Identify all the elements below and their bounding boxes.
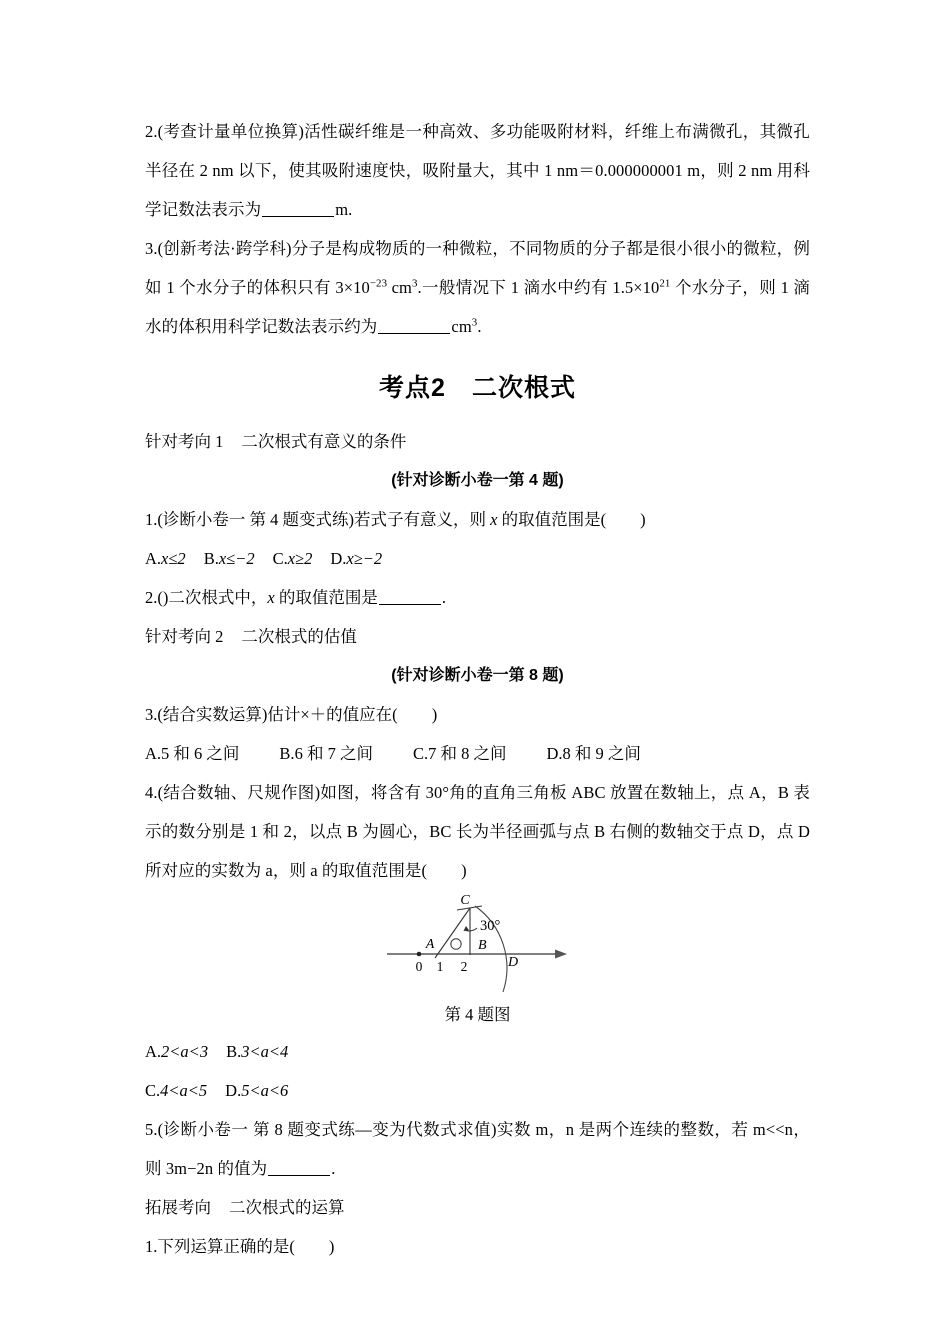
question-3-exponent-3: 21 bbox=[659, 277, 671, 290]
question-3-unit-tail: . bbox=[477, 317, 482, 336]
question-2-body: 活性碳纤维是一种高效、多功能吸附材料，纤维上布满微孔，其微孔半径在 2 nm 以下，使其吸附速度快，吸附量大，其中 1 nm＝0.000000001 m，则 2 nm 用科学记数法表示为 bbox=[145, 122, 811, 219]
question-2 bbox=[145, 112, 810, 229]
option-a-text: 5 和 6 之间 bbox=[161, 744, 240, 763]
s1-question-2-body: 二次根式中， bbox=[168, 588, 268, 607]
s1-question-1-tag: (诊断小卷一 第 4 题变式练) bbox=[157, 510, 354, 529]
number-line-arrow-icon bbox=[555, 950, 567, 959]
s1-question-1-number: 1. bbox=[145, 510, 158, 529]
section-heading-title: 二次根式 bbox=[471, 374, 576, 402]
option-a-letter: A. bbox=[145, 1042, 162, 1061]
question-3-body-a: 分子是构成物质的一种微粒，不同物质的分子都是很小很小的微粒，例如 1 个水分子的体积只有 3×10 bbox=[145, 239, 810, 297]
label-c: C bbox=[460, 893, 470, 908]
option-d[interactable] bbox=[225, 1081, 288, 1100]
label-a: A bbox=[425, 937, 435, 952]
question-3-exponent-1: −23 bbox=[369, 277, 388, 290]
s1-question-2-tail: . bbox=[441, 588, 446, 607]
s3-question-1-number: 1. bbox=[145, 1237, 158, 1256]
question-3-tag: (创新考法·跨学科) bbox=[157, 239, 292, 258]
section-heading bbox=[145, 368, 810, 408]
question-3 bbox=[145, 229, 810, 346]
orientation-1-title: 二次根式有意义的条件 bbox=[241, 432, 407, 451]
orientation-1-prefix: 针对考向 1 bbox=[145, 432, 224, 451]
option-a-letter: A. bbox=[145, 549, 162, 568]
s2-question-4: 4.(结合数轴、尺规作图)如图，将含有 30°角的直角三角板 ABC 放置在数轴上，点 A，B 表示的数分别是 1 和 2，以点 B 为圆心，BC 长为半径画弧与点 B 右侧的数轴交于点 D，点 D 所对应的实数为 a，则 a 的取值范围是( ) bbox=[145, 783, 811, 880]
tick-label-1: 1 bbox=[436, 959, 444, 974]
option-d-text: 5<a<6 bbox=[241, 1081, 289, 1100]
s1-question-2-variable: x bbox=[267, 588, 275, 607]
s2-question-4-tag: (结合数轴、尺规作图) bbox=[157, 783, 321, 802]
option-d-letter: D. bbox=[225, 1081, 242, 1100]
option-d-letter: D. bbox=[330, 549, 347, 568]
s1-question-1: 1.(诊断小卷一 第 4 题变式练)若式子有意义，则 x 的取值范围是( ) bbox=[145, 510, 646, 529]
s2-question-5-tail: . bbox=[331, 1159, 336, 1178]
option-a-letter: A. bbox=[145, 744, 162, 763]
option-c-letter: C. bbox=[412, 744, 429, 763]
option-b[interactable] bbox=[204, 549, 255, 568]
s2-question-5 bbox=[145, 1110, 810, 1188]
s2-question-5-number: 5. bbox=[145, 1120, 158, 1139]
s2-question-4-options-row-1 bbox=[145, 1032, 810, 1071]
tick-label-2: 2 bbox=[460, 959, 468, 974]
question-3-unit-exponent: 3 bbox=[471, 316, 478, 329]
question-2-blank[interactable] bbox=[262, 201, 334, 217]
s1-question-2-number: 2. bbox=[145, 588, 158, 607]
label-d: D bbox=[508, 955, 519, 970]
s2-question-4-number: 4. bbox=[145, 783, 158, 802]
question-3-exponent-2: 3 bbox=[411, 277, 418, 290]
s2-question-4-body: 如图，将含有 30°角的直角三角板 ABC 放置在数轴上，点 A，B 表示的数分别是 1 和 2，以点 B 为圆心，BC 长为半径画弧与点 B 右侧的数轴交于点 D，点 D 所对应的实数为 a，则 a 的取值范围是( bbox=[145, 783, 811, 880]
option-d[interactable] bbox=[330, 549, 382, 568]
page-content bbox=[145, 112, 810, 1266]
question-3-body-c: .一般情况下 1 滴水中约有 1.5×10 bbox=[417, 278, 660, 297]
option-d-letter: D. bbox=[546, 744, 563, 763]
s1-question-1-body-2: 的取值范围是( bbox=[497, 510, 607, 529]
option-a[interactable] bbox=[145, 549, 186, 568]
s3-question-1-body: 下列运算正确的是( bbox=[157, 1237, 295, 1256]
tick-label-0: 0 bbox=[415, 959, 423, 974]
option-a[interactable] bbox=[145, 744, 239, 763]
s1-question-2-tag: () bbox=[157, 588, 169, 607]
s2-question-3: 3.(结合实数运算)估计×＋的值应在( ) bbox=[145, 705, 438, 724]
option-c-text: 7 和 8 之间 bbox=[428, 744, 507, 763]
orientation-2 bbox=[145, 617, 810, 656]
s1-question-1-options bbox=[145, 539, 810, 578]
reference-note-2: (针对诊断小卷一第 8 题) bbox=[391, 667, 564, 684]
s2-question-3-tag: (结合实数运算) bbox=[157, 705, 268, 724]
orientation-2-title: 二次根式的估值 bbox=[241, 627, 357, 646]
option-b-letter: B. bbox=[226, 1042, 242, 1061]
s1-question-1-body: 若式子有意义，则 bbox=[354, 510, 491, 529]
option-c-letter: C. bbox=[145, 1081, 161, 1100]
label-angle-30: 30° bbox=[480, 918, 501, 934]
figure-caption: 第 4 题图 bbox=[444, 1005, 511, 1024]
figure-question-4 bbox=[145, 892, 810, 996]
s2-question-3-options bbox=[145, 734, 810, 773]
option-b[interactable] bbox=[226, 1042, 288, 1061]
orientation-3 bbox=[145, 1188, 810, 1227]
option-c[interactable] bbox=[145, 1081, 207, 1100]
option-c-text: 4<a<5 bbox=[160, 1081, 208, 1100]
question-2-tag: (考查计量单位换算) bbox=[157, 122, 304, 141]
s3-question-1: 1.下列运算正确的是( ) bbox=[145, 1237, 335, 1256]
question-2-number: 2. bbox=[145, 122, 158, 141]
option-c-letter: C. bbox=[272, 549, 288, 568]
orientation-2-prefix: 针对考向 2 bbox=[145, 627, 224, 646]
question-3-number: 3. bbox=[145, 239, 158, 258]
s1-question-2-blank[interactable] bbox=[379, 589, 441, 605]
s2-question-3-number: 3. bbox=[145, 705, 158, 724]
option-b-text: 3<a<4 bbox=[241, 1042, 289, 1061]
option-b-letter: B. bbox=[279, 744, 295, 763]
question-3-body-b: cm bbox=[387, 278, 412, 297]
s2-question-5-tag: (诊断小卷一 第 8 题变式练—变为代数式求值) bbox=[157, 1120, 497, 1139]
option-c-text: x≥2 bbox=[287, 549, 313, 568]
option-c[interactable] bbox=[413, 744, 507, 763]
option-b-text: x≤−2 bbox=[218, 549, 255, 568]
option-d-text: 8 和 9 之间 bbox=[562, 744, 641, 763]
orientation-3-title: 二次根式的运算 bbox=[229, 1198, 345, 1217]
option-b-letter: B. bbox=[203, 549, 219, 568]
orientation-3-prefix: 拓展考向 bbox=[145, 1198, 211, 1217]
s2-question-3-body: 估计×＋的值应在( bbox=[267, 705, 398, 724]
option-b-text: 6 和 7 之间 bbox=[294, 744, 373, 763]
s2-question-5-body: 实数 m，n 是两个连续的整数，若 m<<n，则 3m−2n 的值为 bbox=[145, 1120, 810, 1178]
option-a[interactable] bbox=[145, 1042, 208, 1061]
reference-note-1: (针对诊断小卷一第 4 题) bbox=[391, 472, 564, 489]
option-a-text: 2<a<3 bbox=[161, 1042, 209, 1061]
orientation-1 bbox=[145, 422, 810, 461]
angle-pointer-icon bbox=[464, 926, 470, 931]
s1-question-1-variable: x bbox=[490, 510, 498, 529]
option-c[interactable] bbox=[273, 549, 313, 568]
origin-dot bbox=[417, 952, 422, 957]
section-heading-label: 考点2 bbox=[379, 374, 446, 402]
s1-question-2-body-2: 的取值范围是 bbox=[274, 588, 378, 607]
option-d-text: x≥−2 bbox=[346, 549, 383, 568]
s2-question-4-options-row-2 bbox=[145, 1071, 810, 1110]
geometry-diagram bbox=[383, 892, 573, 996]
s2-question-5-blank[interactable] bbox=[268, 1160, 330, 1176]
right-angle-mark bbox=[451, 939, 461, 949]
label-b: B bbox=[478, 938, 487, 953]
segment-ca bbox=[435, 908, 470, 958]
option-d[interactable] bbox=[546, 744, 640, 763]
question-2-unit: m. bbox=[335, 200, 353, 219]
s1-question-2 bbox=[145, 578, 810, 617]
option-b[interactable] bbox=[279, 744, 373, 763]
question-3-blank[interactable] bbox=[378, 318, 450, 334]
option-a-text: x≤2 bbox=[161, 549, 186, 568]
question-3-body-d: 个水分子，则 1 滴水的体积用科学记数法表示约为 bbox=[145, 278, 810, 336]
question-3-unit: cm bbox=[451, 317, 472, 336]
